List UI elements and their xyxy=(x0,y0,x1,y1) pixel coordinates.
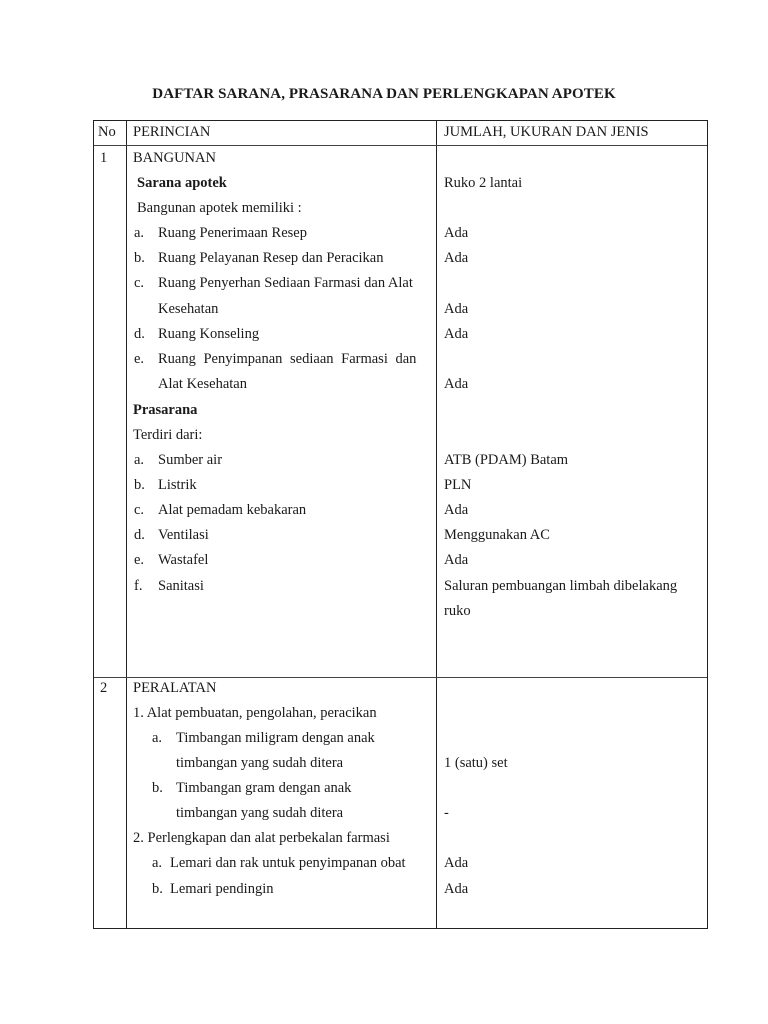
list-item-value: 1 (satu) set xyxy=(444,755,508,771)
list-item-value: Saluran pembuangan limbah dibelakang xyxy=(444,578,678,594)
row-1-number: 1 xyxy=(100,150,108,166)
list-item-value-continued: ruko xyxy=(444,603,471,619)
prasarana-intro: Terdiri dari: xyxy=(133,427,203,443)
sarana-heading: Sarana apotek xyxy=(137,175,227,191)
list-marker: b. xyxy=(152,780,163,796)
list-marker: e. xyxy=(134,351,145,367)
list-item-value: Ada xyxy=(444,225,469,241)
list-item-label-continued: timbangan yang sudah ditera xyxy=(176,755,344,771)
list-marker: b. xyxy=(134,477,145,493)
list-marker: a. xyxy=(134,225,145,241)
list-item-value: Ada xyxy=(444,881,469,897)
sarana-value: Ruko 2 lantai xyxy=(444,175,523,191)
list-marker: b. xyxy=(152,881,163,897)
list-item-label: Ruang Penyimpanan sediaan Farmasi dan xyxy=(158,351,417,367)
list-item-value: - xyxy=(444,805,449,821)
list-marker: f. xyxy=(134,578,143,594)
row-divider-section-2 xyxy=(94,677,707,678)
list-item-label: Ruang Penerimaan Resep xyxy=(158,225,307,241)
header-perincian: PERINCIAN xyxy=(133,124,211,140)
list-item-value: Ada xyxy=(444,250,469,266)
column-divider-perincian xyxy=(436,121,437,928)
list-item-value: PLN xyxy=(444,477,472,493)
list-item-value: Ada xyxy=(444,376,469,392)
header-no: No xyxy=(98,124,116,140)
row-divider-header xyxy=(94,145,707,146)
document-title: DAFTAR SARANA, PRASARANA DAN PERLENGKAPAN APOTEK xyxy=(152,86,616,102)
list-marker: e. xyxy=(134,552,145,568)
list-item-label: Timbangan miligram dengan anak xyxy=(176,730,375,746)
list-item-label: Listrik xyxy=(158,477,197,493)
list-item-label: Ventilasi xyxy=(158,527,209,543)
list-item-value: Ada xyxy=(444,301,469,317)
list-marker: a. xyxy=(152,855,163,871)
list-item-label-continued: Kesehatan xyxy=(158,301,219,317)
list-item-label: Sanitasi xyxy=(158,578,204,594)
prasarana-heading: Prasarana xyxy=(133,402,198,418)
list-item-value: ATB (PDAM) Batam xyxy=(444,452,569,468)
section-peralatan: PERALATAN xyxy=(133,680,217,696)
list-item-value: Ada xyxy=(444,552,469,568)
sarana-intro: Bangunan apotek memiliki : xyxy=(137,200,302,216)
list-item-value: Ada xyxy=(444,855,469,871)
list-item-label-continued: timbangan yang sudah ditera xyxy=(176,805,344,821)
list-marker: a. xyxy=(152,730,163,746)
list-item-label: Lemari dan rak untuk penyimpanan obat xyxy=(170,855,406,871)
list-item-value: Ada xyxy=(444,502,469,518)
group-heading: 2. Perlengkapan dan alat perbekalan farmasi xyxy=(133,830,390,846)
list-item-label: Ruang Pelayanan Resep dan Peracikan xyxy=(158,250,384,266)
list-marker: a. xyxy=(134,452,145,468)
list-item-label: Alat pemadam kebakaran xyxy=(158,502,307,518)
list-item-label: Lemari pendingin xyxy=(170,881,274,897)
list-item-label: Sumber air xyxy=(158,452,223,468)
list-item-label-continued: Alat Kesehatan xyxy=(158,376,247,392)
list-marker: c. xyxy=(134,275,145,291)
list-marker: d. xyxy=(134,326,145,342)
list-item-value: Menggunakan AC xyxy=(444,527,550,543)
list-marker: c. xyxy=(134,502,145,518)
column-divider-no xyxy=(126,121,127,928)
list-marker: d. xyxy=(134,527,145,543)
row-2-number: 2 xyxy=(100,680,108,696)
list-item-value: Ada xyxy=(444,326,469,342)
list-item-label: Ruang Konseling xyxy=(158,326,260,342)
list-item-label: Wastafel xyxy=(158,552,209,568)
header-jumlah: JUMLAH, UKURAN DAN JENIS xyxy=(444,124,649,140)
group-heading: 1. Alat pembuatan, pengolahan, peracikan xyxy=(133,705,377,721)
section-bangunan: BANGUNAN xyxy=(133,150,216,166)
list-marker: b. xyxy=(134,250,145,266)
list-item-label: Timbangan gram dengan anak xyxy=(176,780,352,796)
list-item-label: Ruang Penyerhan Sediaan Farmasi dan Alat xyxy=(158,275,413,291)
